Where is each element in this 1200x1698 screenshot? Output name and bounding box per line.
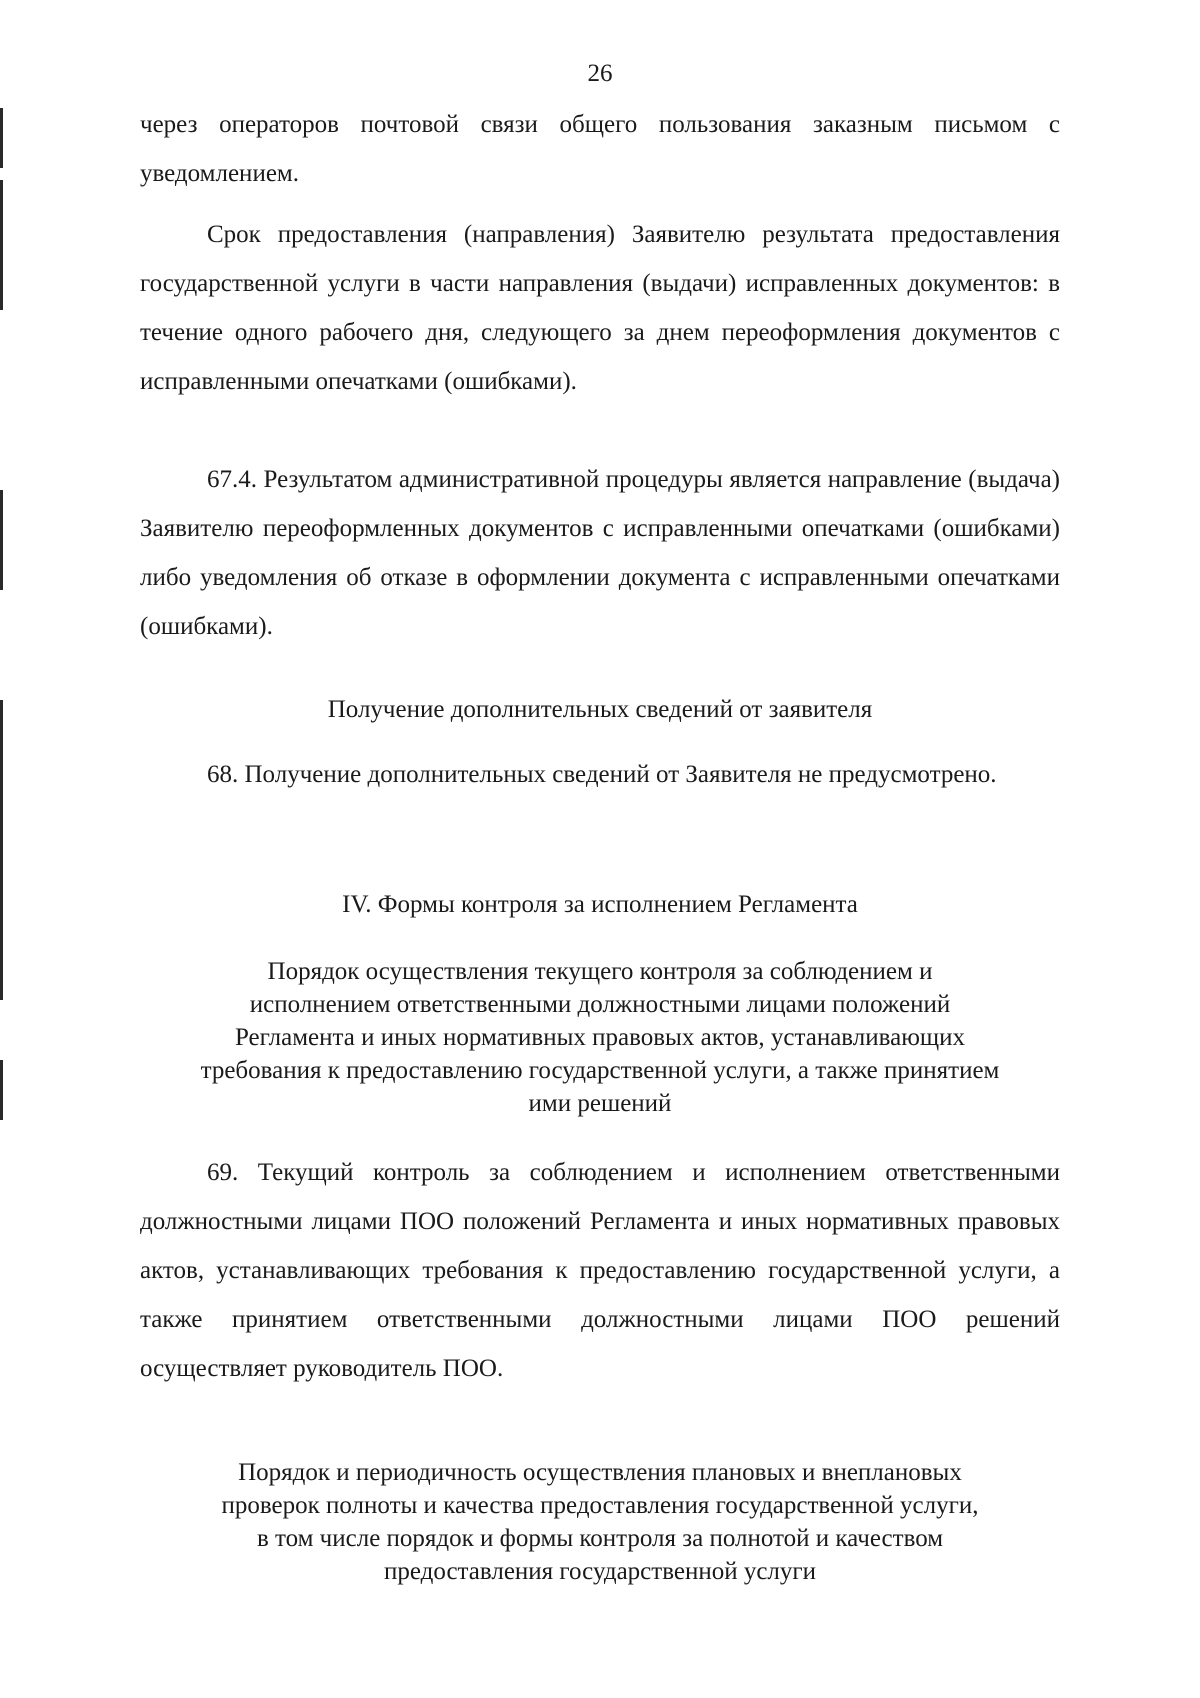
scan-edge-mark <box>0 490 3 590</box>
page-number: 26 <box>587 60 613 87</box>
paragraph-67-4: 67.4. Результатом административной процедуры является направление (выдача) Заявителю переоформленных документов с исправленными опечатками (ошибками) либо уведомления об отказе в оформлении документа с исправленными опечатками (ошибками). <box>140 466 1060 640</box>
heading-line: исполнением ответственными должностными лицами положений <box>249 991 951 1018</box>
paragraph-69: 69. Текущий контроль за соблюдением и исполнением ответственными должностными лицами ПОО положений Регламента и иных нормативных правовых актов, устанавливающих требования к предоставлению государственной услуги, а также принятием ответственными должностными лицами ПОО решений осуществляет руководитель ПОО. <box>140 1159 1060 1382</box>
heading-line: в том числе порядок и формы контроля за полнотой и качеством <box>256 1525 944 1552</box>
heading-line: ими решений <box>528 1090 672 1117</box>
heading-line: Регламента и иных нормативных правовых актов, устанавливающих <box>234 1024 966 1051</box>
heading-line: Порядок осуществления текущего контроля за соблюдением и <box>267 958 933 985</box>
heading-line: предоставления государственной услуги <box>383 1558 817 1585</box>
heading-line: проверок полноты и качества предоставления государственной услуги, <box>221 1492 979 1519</box>
section-heading-additional-info: Получение дополнительных сведений от заявителя <box>327 696 873 723</box>
chapter-heading-iv: IV. Формы контроля за исполнением Регламента <box>342 891 858 918</box>
section-heading-inspections <box>120 1456 1080 1588</box>
heading-line: Порядок и периодичность осуществления плановых и внеплановых <box>238 1459 962 1486</box>
scan-edge-mark <box>0 700 3 1000</box>
scan-edge-mark <box>0 180 3 310</box>
heading-line: требования к предоставлению государственной услуги, а также принятием <box>200 1057 1000 1084</box>
scan-edge-mark <box>0 108 3 168</box>
paragraph-delivery-term: Срок предоставления (направления) Заявителю результата предоставления государственной услуги в части направления (выдачи) исправленных документов: в течение одного рабочего дня, следующего за днем переоформления документов с исправленными опечатками (ошибками). <box>140 221 1060 395</box>
scan-edge-mark <box>0 1060 3 1120</box>
section-heading-current-control <box>120 955 1080 1120</box>
paragraph-mail-delivery: через операторов почтовой связи общего пользования заказным письмом с уведомлением. <box>140 111 1060 187</box>
paragraph-68: 68. Получение дополнительных сведений от Заявителя не предусмотрено. <box>207 761 997 788</box>
